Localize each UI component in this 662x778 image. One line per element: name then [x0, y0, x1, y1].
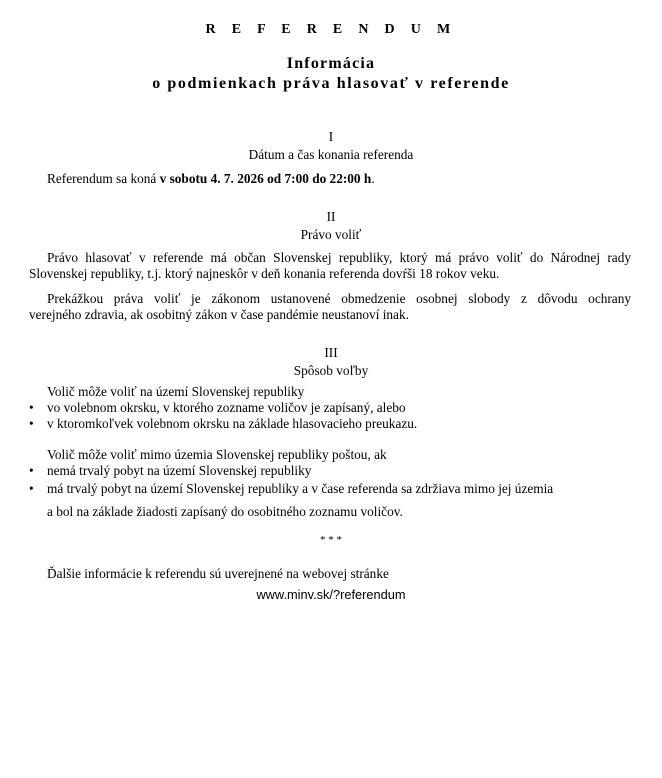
date-bold: v sobotu 4. 7. 2026 od 7:00 do 22:00 h [159, 171, 372, 186]
bullet-glyph: • [29, 400, 34, 415]
section-separator: * * * [320, 534, 342, 546]
section-1-number: I [328, 129, 334, 144]
obstacle-paragraph-line1: Prekážkou práva voliť je zákonom ustanovené obmedzenie osobnej slobody z dôvodu ochrany [47, 291, 631, 306]
abroad-bullet-text: má trvalý pobyt na území Slovenskej republiky a v čase referenda sa zdržiava mimo jej územia [47, 481, 554, 496]
document-title-line1: Informácia [286, 55, 376, 72]
voting-right-paragraph-line1: Právo hlasovať v referende má občan Slovenskej republiky, ktorý má právo voliť do Národnej rady [47, 250, 631, 265]
bullet-glyph: • [29, 463, 34, 478]
footer-text: Ďalšie informácie k referendu sú uverejnené na webovej stránke [47, 566, 389, 581]
referendum-date-sentence [47, 171, 375, 187]
date-suffix: . [371, 171, 375, 186]
domestic-intro: Volič môže voliť na území Slovenskej republiky [47, 384, 305, 399]
domestic-bullet-text: v ktoromkoľvek volebnom okrsku na základe hlasovacieho preukazu. [47, 416, 418, 431]
abroad-continuation: a bol na základe žiadosti zapísaný do osobitného zoznamu voličov. [47, 504, 403, 519]
section-1-title: Dátum a čas konania referenda [248, 147, 414, 162]
abroad-bullet-text: nemá trvalý pobyt na území Slovenskej republiky [47, 463, 312, 478]
section-2-title: Právo voliť [300, 227, 362, 242]
document-title-line2: o podmienkach práva hlasovať v referende [152, 75, 510, 92]
abroad-intro: Volič môže voliť mimo územia Slovenskej republiky poštou, ak [47, 447, 387, 462]
bullet-glyph: • [29, 416, 34, 431]
obstacle-paragraph-line2: verejného zdravia, ak osobitný zákon v čase pandémie neustanoví inak. [29, 307, 409, 322]
footer-url-link[interactable]: www.minv.sk/?referendum [256, 587, 406, 602]
section-2-number: II [326, 209, 336, 224]
section-3-title: Spôsob voľby [293, 363, 369, 378]
section-3-number: III [324, 345, 338, 360]
bullet-glyph: • [29, 481, 34, 496]
voting-right-paragraph-line2: Slovenskej republiky, t.j. ktorý najneskôr v deň konania referenda dovŕši 18 rokov veku. [29, 266, 500, 281]
document-kicker: R E F E R E N D U M [205, 22, 457, 37]
domestic-bullet-text: vo volebnom okrsku, v ktorého zozname voličov je zapísaný, alebo [47, 400, 406, 415]
date-prefix: Referendum sa koná [47, 171, 160, 186]
